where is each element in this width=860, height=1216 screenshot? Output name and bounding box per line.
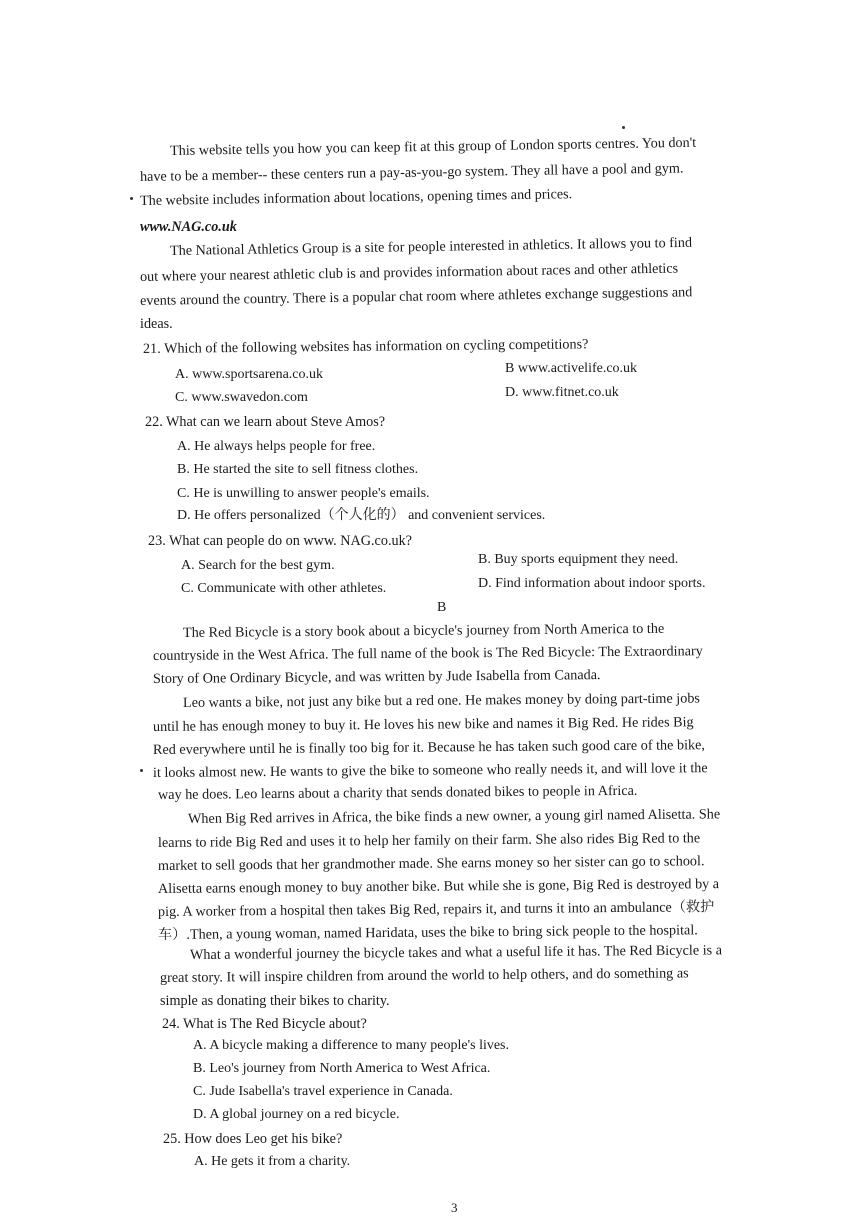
question-23-option-a: A. Search for the best gym. xyxy=(181,558,335,573)
scan-speck xyxy=(140,769,143,772)
story-p3-line-2: learns to ride Big Red and uses it to help her family on their farm. She also rides Big Red to the xyxy=(157,830,701,851)
story-p3-line-5: pig. A worker from a hospital then takes Big Red, repairs it, and turns it into an ambulance（救护 xyxy=(157,899,715,920)
story-p1-line-2: countryside in the West Africa. The full name of the book is The Red Bicycle: The Extraordinary xyxy=(152,643,703,664)
story-p2-line-4: it looks almost new. He wants to give the bike to someone who really needs it, and will love it the xyxy=(152,760,708,781)
section-b-label: B xyxy=(437,600,447,615)
site-heading: www.NAG.co.uk xyxy=(140,219,237,235)
question-22-option-a: A. He always helps people for free. xyxy=(177,439,376,454)
intro-line-2: have to be a member-- these centers run a pay-as-you-go system. They all have a pool and gym. xyxy=(139,160,684,185)
question-21-option-a: A. www.sportsarena.co.uk xyxy=(175,367,323,382)
story-p2-line-3: Red everywhere until he is finally too big for it. Because he has taken such good care of the bike, xyxy=(152,737,706,758)
intro-line-1: This website tells you how you can keep fit at this group of London sports centres. You don't xyxy=(169,134,697,159)
story-p3-line-3: market to sell goods that her grandmother made. She earns money so her sister can go to school. xyxy=(157,853,705,874)
story-p1-line-1: The Red Bicycle is a story book about a bicycle's journey from North America to the xyxy=(182,620,665,641)
story-p1-line-3: Story of One Ordinary Bicycle, and was written by Jude Isabella from Canada. xyxy=(152,667,601,687)
question-22-option-c: C. He is unwilling to answer people's emails. xyxy=(177,486,430,501)
question-21-option-b: B www.activelife.co.uk xyxy=(505,361,638,376)
question-23-option-c: C. Communicate with other athletes. xyxy=(181,581,387,596)
story-p2-line-1: Leo wants a bike, not just any bike but a red one. He makes money by doing part-time jobs xyxy=(182,690,700,711)
nag-line-4: ideas. xyxy=(140,316,173,332)
question-24-stem: 24. What is The Red Bicycle about? xyxy=(162,1016,367,1032)
intro-line-3: The website includes information about locations, opening times and prices. xyxy=(139,186,573,209)
question-23-option-b: B. Buy sports equipment they need. xyxy=(478,552,679,567)
story-p2-line-2: until he has enough money to buy it. He loves his new bike and names it Big Red. He rides Big xyxy=(152,714,694,735)
question-22-option-b: B. He started the site to sell fitness clothes. xyxy=(177,462,419,477)
question-21-option-d: D. www.fitnet.co.uk xyxy=(505,385,619,400)
question-25-option-a: A. He gets it from a charity. xyxy=(194,1154,351,1169)
question-24-option-c: C. Jude Isabella's travel experience in Canada. xyxy=(193,1084,453,1099)
story-p3-line-1: When Big Red arrives in Africa, the bike finds a new owner, a young girl named Alisetta. She xyxy=(187,806,721,827)
story-p4-line-2: great story. It will inspire children from around the world to help others, and do something as xyxy=(159,965,689,986)
question-24-option-b: B. Leo's journey from North America to West Africa. xyxy=(193,1061,491,1076)
question-24-option-d: D. A global journey on a red bicycle. xyxy=(193,1107,400,1122)
page-number: 3 xyxy=(451,1200,458,1215)
nag-line-3: events around the country. There is a popular chat room where athletes exchange suggestions and xyxy=(139,284,693,309)
question-23-option-d: D. Find information about indoor sports. xyxy=(478,576,706,591)
story-p3-line-6: 车）.Then, a young woman, named Haridata, uses the bike to bring sick people to the hospital. xyxy=(157,922,698,943)
question-24-option-a: A. A bicycle making a difference to many people's lives. xyxy=(193,1038,510,1053)
question-22-option-d: D. He offers personalized（个人化的） and convenient services. xyxy=(177,508,546,523)
story-p3-line-4: Alisetta earns enough money to buy another bike. But while she is gone, Big Red is destroyed by a xyxy=(157,876,720,897)
story-p4-line-3: simple as donating their bikes to charity. xyxy=(160,993,390,1009)
question-23-stem: 23. What can people do on www. NAG.co.uk? xyxy=(148,533,412,549)
question-22-stem: 22. What can we learn about Steve Amos? xyxy=(145,414,386,430)
question-21-option-c: C. www.swavedon.com xyxy=(175,390,308,405)
story-p4-line-1: What a wonderful journey the bicycle takes and what a useful life it has. The Red Bicycle is a xyxy=(189,942,723,963)
scan-speck xyxy=(622,126,625,129)
story-p2-line-5: way he does. Leo learns about a charity that sends donated bikes to people in Africa. xyxy=(157,782,638,803)
scan-speck xyxy=(130,197,133,200)
question-21-stem: 21. Which of the following websites has information on cycling competitions? xyxy=(142,336,589,357)
nag-line-1: The National Athletics Group is a site for people interested in athletics. It allows you to find xyxy=(169,234,693,259)
question-25-stem: 25. How does Leo get his bike? xyxy=(163,1131,343,1147)
nag-line-2: out where your nearest athletic club is and provides information about races and other athletics xyxy=(139,260,679,285)
